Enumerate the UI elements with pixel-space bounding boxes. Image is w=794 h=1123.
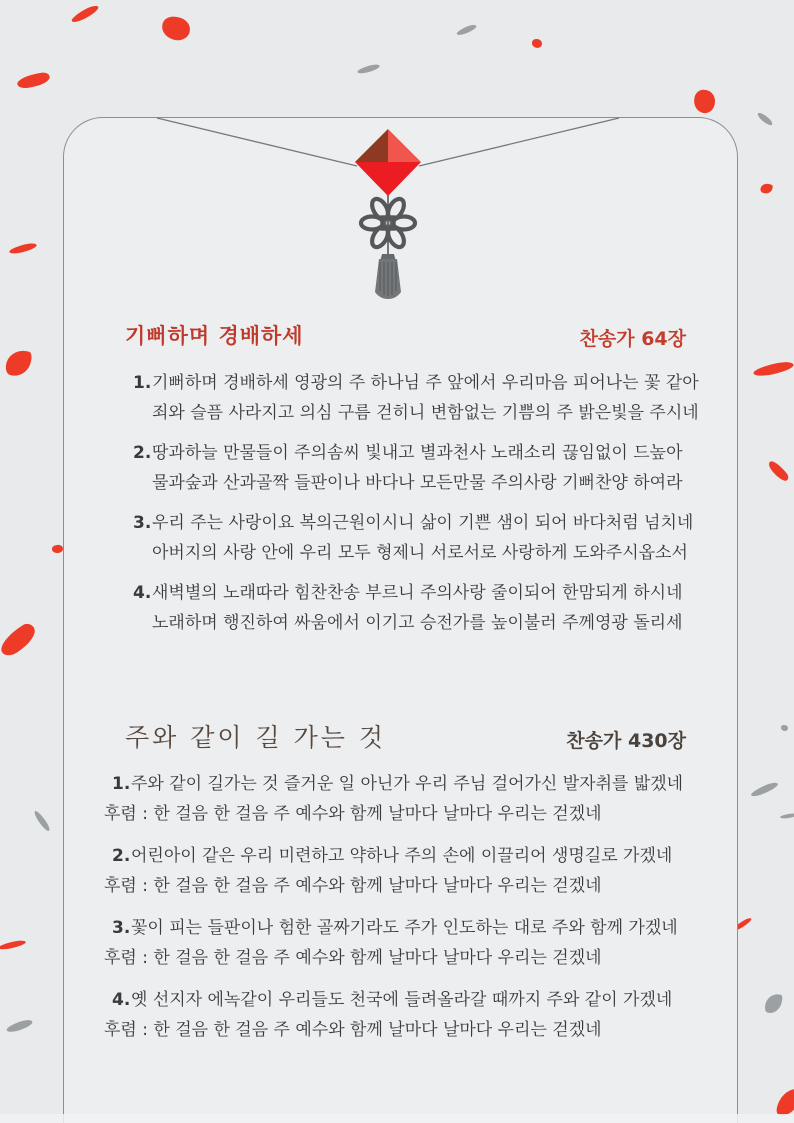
confetti-red: [51, 544, 63, 554]
confetti-red: [70, 3, 100, 24]
verse-refrain: 후렴 : 한 걸음 한 걸음 주 예수와 함께 날마다 날마다 우리는 걷겠네: [104, 804, 602, 824]
confetti-red: [0, 621, 40, 659]
verse-number: 2.: [133, 443, 152, 463]
hymn1-verse-4: [133, 578, 699, 638]
verse-line: 땅과하늘 만물들이 주의솜씨 빛내고 별과천사 노래소리 끊임없이 드높아: [152, 443, 683, 463]
hymn2-verse-3: [104, 913, 704, 973]
verse-line: 노래하며 행진하여 싸움에서 이기고 승전가를 높이불러 주께영광 돌리세: [152, 613, 683, 633]
hymn1-number-label: 찬송가 64장: [579, 328, 686, 350]
confetti-gray: [781, 725, 788, 731]
verse-line: 꽃이 피는 들판이나 험한 골짜기라도 주가 인도하는 대로 주와 함께 가겠네: [131, 918, 678, 938]
hymn1-verse-3: [133, 508, 699, 568]
confetti-gray: [763, 991, 784, 1016]
confetti-red: [161, 15, 192, 42]
verse-line: 물과숲과 산과골짝 들판이나 바다나 모든만물 주의사랑 기뻐찬양 하여라: [152, 473, 683, 493]
verse-refrain: 후렴 : 한 걸음 한 걸음 주 예수와 함께 날마다 날마다 우리는 걷겠네: [104, 948, 602, 968]
confetti-red: [0, 939, 26, 951]
hymn1-verses: [133, 368, 699, 648]
verse-number: 3.: [112, 918, 131, 938]
verse-line: 죄와 슬픔 사라지고 의심 구름 걷히니 변함없는 기쁨의 주 밝은빛을 주시네: [152, 403, 699, 423]
verse-number: 4.: [112, 990, 131, 1010]
confetti-red: [532, 39, 542, 48]
verse-number: 4.: [133, 583, 152, 603]
hymn2-number-label: 찬송가 430장: [566, 730, 686, 752]
verse-refrain: 후렴 : 한 걸음 한 걸음 주 예수와 함께 날마다 날마다 우리는 걷겠네: [104, 1020, 602, 1040]
verse-line: 옛 선지자 에녹같이 우리들도 천국에 들려올라갈 때까지 주와 같이 가겠네: [131, 990, 673, 1010]
verse-refrain: 후렴 : 한 걸음 한 걸음 주 예수와 함께 날마다 날마다 우리는 걷겠네: [104, 876, 602, 896]
confetti-red: [16, 72, 50, 89]
confetti-red: [752, 360, 794, 378]
hymn1-verse-1: [133, 368, 699, 428]
hymn1-verse-2: [133, 438, 699, 498]
verse-line: 어린아이 같은 우리 미련하고 약하나 주의 손에 이끌리어 생명길로 가겠네: [131, 846, 673, 866]
verse-number: 1.: [133, 373, 152, 393]
confetti-red: [759, 181, 774, 196]
hymn2-verse-1: [104, 769, 704, 829]
confetti-gray: [33, 809, 52, 832]
confetti-gray: [780, 813, 794, 819]
hymn2-title: 주와 같이 길 가는 것: [125, 723, 386, 752]
verse-line: 주와 같이 길가는 것 즐거운 일 아닌가 우리 주님 걸어가신 발자취를 밟겠네: [131, 774, 684, 794]
confetti-red: [774, 1084, 794, 1121]
hymn2-verse-4: [104, 985, 704, 1045]
confetti-red: [3, 346, 34, 380]
confetti-gray: [357, 63, 381, 75]
confetti-gray: [5, 1018, 33, 1034]
verse-line: 새벽별의 노래따라 힘찬찬송 부르니 주의사랑 줄이되어 한맘되게 하시네: [152, 583, 683, 603]
verse-number: 1.: [112, 774, 131, 794]
hymn1-title: 기뻐하며 경배하세: [125, 323, 304, 348]
confetti-gray: [456, 23, 478, 36]
confetti-red: [767, 458, 790, 484]
verse-number: 3.: [133, 513, 152, 533]
confetti-red: [692, 88, 717, 114]
verse-line: 아버지의 사랑 안에 우리 모두 형제니 서로서로 사랑하게 도와주시옵소서: [152, 543, 688, 563]
confetti-gray: [756, 111, 774, 127]
confetti-red: [9, 242, 38, 256]
verse-number: 2.: [112, 846, 131, 866]
hymn2-verses: [104, 769, 704, 1057]
verse-line: 우리 주는 사랑이요 복의근원이시니 삶이 기쁜 샘이 되어 바다처럼 넘치네: [152, 513, 694, 533]
confetti-gray: [750, 781, 779, 799]
verse-line: 기뻐하며 경배하세 영광의 주 하나님 주 앞에서 우리마음 피어나는 꽃 같아: [152, 373, 699, 393]
hymn2-verse-2: [104, 841, 704, 901]
